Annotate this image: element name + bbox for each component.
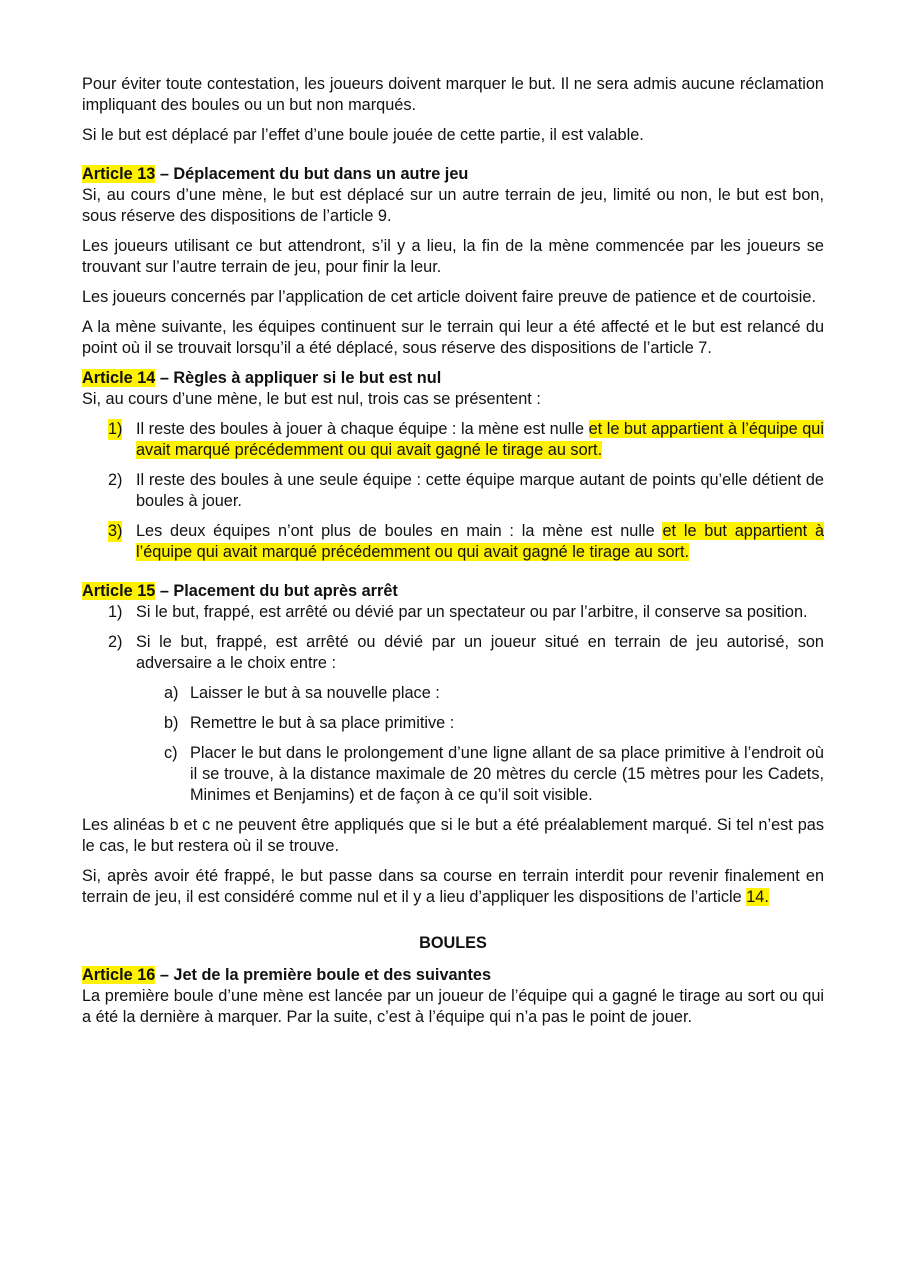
list-item-text: Il reste des boules à jouer à chaque équipe : la mène est nulle xyxy=(136,420,589,438)
list-letter: b) xyxy=(164,714,179,732)
article-16-title: – Jet de la première boule et des suivantes xyxy=(155,966,492,984)
document-page xyxy=(82,74,824,1037)
article-15-title: – Placement du but après arrêt xyxy=(155,582,398,600)
article-13-title: – Déplacement du but dans un autre jeu xyxy=(155,165,469,183)
list-item-text: Placer le but dans le prolongement d’une ligne allant de sa place primitive à l’endroit où il se trouve, à la distance maximale de 20 mètres du cercle (15 mètres pour les Cadets, Minimes et Benjamins) et de façon à ce qu’il soit visible. xyxy=(190,744,824,804)
article-15-item-2 xyxy=(82,632,824,674)
article-13-paragraph-4: A la mène suivante, les équipes continuent sur le terrain qui leur a été affecté et le but est relancé du point où il se trouvait lorsqu’il a été déplacé, sous réserve des dispositions de l’article 7. xyxy=(82,318,824,357)
list-number: 3) xyxy=(108,522,123,540)
article-14-item-3 xyxy=(82,521,824,563)
list-item-text: Il reste des boules à une seule équipe : cette équipe marque autant de points qu’elle détient de boules à jouer. xyxy=(136,471,824,510)
article-13-heading xyxy=(82,164,824,185)
article-14-number: Article 14 xyxy=(82,369,156,387)
article-13-paragraph-3: Les joueurs concernés par l’application de cet article doivent faire preuve de patience et de courtoisie. xyxy=(82,288,816,306)
list-item-text: Remettre le but à sa place primitive : xyxy=(190,714,455,732)
article-15-subitem-c xyxy=(82,743,824,806)
article-16-number: Article 16 xyxy=(82,966,156,984)
article-14-item-2 xyxy=(82,470,824,512)
article-13 xyxy=(82,164,824,359)
article-15 xyxy=(82,581,824,908)
article-15-heading xyxy=(82,581,824,602)
article-14-item-1 xyxy=(82,419,824,461)
section-heading-boules: BOULES xyxy=(419,934,487,952)
article-16-paragraph-1: La première boule d’une mène est lancée par un joueur de l’équipe qui a gagné le tirage au sort ou qui a été la dernière à marquer. Par la suite, c’est à l’équipe qui n’a pas le point de jouer. xyxy=(82,987,824,1026)
list-number: 2) xyxy=(108,471,123,489)
intro-paragraph-2: Si le but est déplacé par l’effet d’une boule jouée de cette partie, il est valable. xyxy=(82,126,644,144)
highlighted-text: et le but appartient à l’équipe qui avait marqué précédemment ou qui avait gagné le tirage au sort. xyxy=(136,522,824,561)
article-15-number: Article 15 xyxy=(82,582,156,600)
list-number: 2) xyxy=(108,633,123,651)
list-number: 1) xyxy=(108,603,123,621)
list-number: 1) xyxy=(108,420,123,438)
article-15-subitem-a xyxy=(82,683,824,704)
article-13-number: Article 13 xyxy=(82,165,156,183)
article-16-heading xyxy=(82,965,824,986)
intro-paragraph-1: Pour éviter toute contestation, les joueurs doivent marquer le but. Il ne sera admis aucune réclamation impliquant des boules ou un but non marqués. xyxy=(82,75,824,114)
highlighted-reference: 14. xyxy=(746,888,769,906)
list-letter: a) xyxy=(164,684,179,702)
article-14 xyxy=(82,368,824,563)
article-14-intro: Si, au cours d’une mène, le but est nul, trois cas se présentent : xyxy=(82,390,541,408)
highlighted-text: et le but appartient à l’équipe qui avait marqué précédemment ou qui avait gagné le tirage au sort. xyxy=(136,420,824,459)
paragraph-text: Si, après avoir été frappé, le but passe dans sa course en terrain interdit pour revenir finalement en terrain de jeu, il est considéré comme nul et il y a lieu d’appliquer les dispositions de l’article xyxy=(82,867,824,906)
list-letter: c) xyxy=(164,744,178,762)
article-14-title: – Règles à appliquer si le but est nul xyxy=(155,369,442,387)
article-15-item-1 xyxy=(82,602,824,623)
article-15-paragraph-2 xyxy=(82,866,824,908)
list-item-text: Si le but, frappé, est arrêté ou dévié par un joueur situé en terrain de jeu autorisé, son adversaire a le choix entre : xyxy=(136,633,824,672)
article-13-paragraph-1: Si, au cours d’une mène, le but est déplacé sur un autre terrain de jeu, limité ou non, le but est bon, sous réserve des dispositions de l’article 9. xyxy=(82,186,824,225)
article-16 xyxy=(82,965,824,1028)
article-15-paragraph-1: Les alinéas b et c ne peuvent être appliqués que si le but a été préalablement marqué. Si tel n’est pas le cas, le but restera où il se trouve. xyxy=(82,816,824,855)
list-item-text: Les deux équipes n’ont plus de boules en main : la mène est nulle xyxy=(136,522,663,540)
list-item-text: Si le but, frappé, est arrêté ou dévié par un spectateur ou par l’arbitre, il conserve sa position. xyxy=(136,603,808,621)
article-13-paragraph-2: Les joueurs utilisant ce but attendront, s’il y a lieu, la fin de la mène commencée par les joueurs se trouvant sur l’autre terrain de jeu, pour finir la leur. xyxy=(82,237,824,276)
article-14-heading xyxy=(82,368,824,389)
article-15-subitem-b xyxy=(82,713,824,734)
list-item-text: Laisser le but à sa nouvelle place : xyxy=(190,684,440,702)
